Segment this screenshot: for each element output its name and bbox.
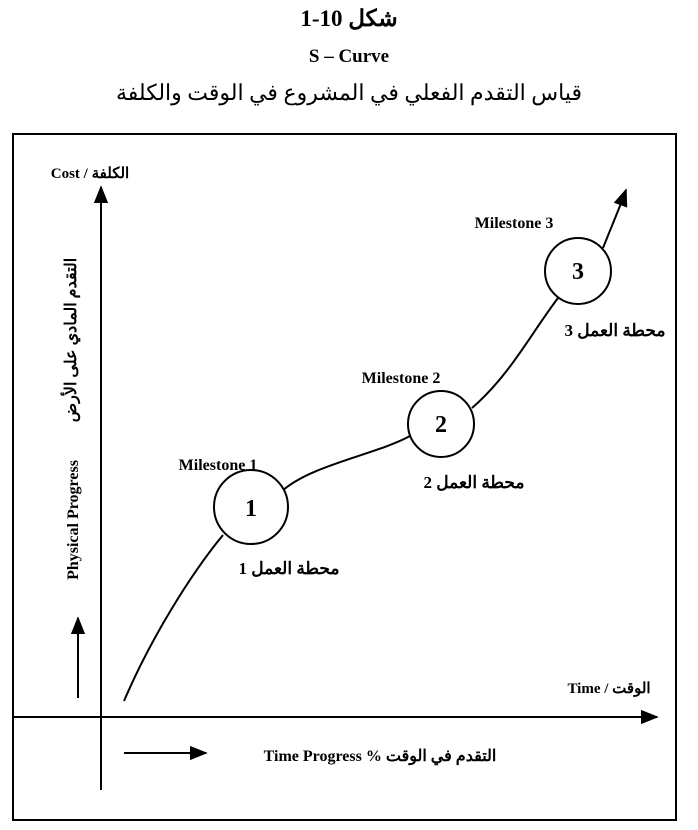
- s-curve-segment-4: [603, 190, 626, 248]
- milestone-2-arabic-label: محطة العمل 2: [423, 473, 525, 492]
- milestone-3-arabic-label: محطة العمل 3: [564, 321, 666, 340]
- y-axis-arabic-description: التقدم المادي على الأرض: [63, 257, 80, 423]
- milestone-2-number: 2: [435, 412, 447, 438]
- y-axis-label: Cost / الكلفة: [50, 166, 130, 182]
- s-curve-segment-1: [124, 535, 223, 701]
- milestone-3-label: Milestone 3: [474, 215, 554, 232]
- milestone-2-label: Milestone 2: [361, 370, 441, 387]
- diagram-subtitle: قياس التقدم الفعلي في المشروع في الوقت والكلفة: [116, 80, 582, 105]
- milestone-3-number: 3: [572, 259, 584, 285]
- y-axis-english-description: Physical Progress: [65, 460, 82, 580]
- s-curve-segment-2: [281, 436, 410, 492]
- figure-number: شكل 10-1: [300, 6, 398, 31]
- x-axis-description: Time Progress % التقدم في الوقت: [263, 748, 497, 765]
- milestone-1-number: 1: [245, 496, 257, 522]
- milestone-1-arabic-label: محطة العمل 1: [238, 559, 340, 578]
- s-curve-segment-3: [472, 298, 558, 408]
- milestone-1-label: Milestone 1: [178, 457, 258, 474]
- diagram-title: S – Curve: [308, 46, 390, 67]
- x-axis-label: Time / الوقت: [567, 681, 651, 697]
